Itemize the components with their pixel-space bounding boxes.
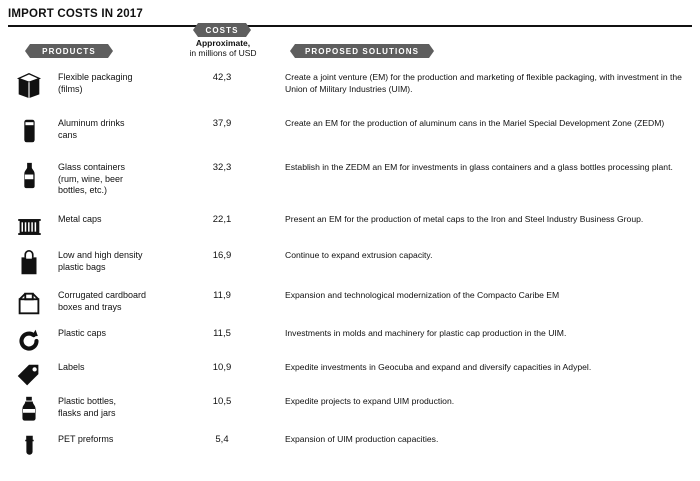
costs-subtitle-line2: in millions of USD <box>189 48 257 58</box>
cardboard-box-icon <box>14 288 44 318</box>
cost-value: 22,1 <box>212 214 232 225</box>
column-header-costs-subtitle <box>168 38 278 58</box>
table-row <box>0 322 700 356</box>
proposed-solution: Expedite projects to expand UIM production. <box>285 396 455 406</box>
table-row <box>0 244 700 284</box>
proposed-solution: Present an EM for the production of metal caps to the Iron and Steel Industry Business Group. <box>285 214 644 224</box>
product-icon-cell <box>0 322 58 356</box>
product-icon-cell <box>0 284 58 318</box>
proposed-solution: Investments in molds and machinery for plastic cap production in the UIM. <box>285 328 567 338</box>
product-name-line: Flexible packaging <box>58 72 133 82</box>
pet-preform-icon <box>14 432 44 462</box>
cost-value: 10,9 <box>212 362 232 373</box>
table-row <box>0 284 700 322</box>
page-title <box>8 4 692 27</box>
cost-value: 37,9 <box>212 118 232 129</box>
table-row <box>0 66 700 112</box>
package-box-icon <box>14 70 44 100</box>
rows-container <box>0 66 700 464</box>
proposed-solution: Continue to expand extrusion capacity. <box>285 250 433 260</box>
plastic-bag-icon <box>14 248 44 278</box>
product-name-line: boxes and trays <box>58 301 122 312</box>
cost-value: 10,5 <box>212 396 232 407</box>
product-name-line: plastic bags <box>58 261 106 272</box>
product-name <box>58 66 170 95</box>
product-name-line: Corrugated cardboard <box>58 290 147 300</box>
product-name-line: Labels <box>58 362 85 372</box>
product-name-line: PET preforms <box>58 434 114 444</box>
plastic-cap-icon <box>14 326 44 356</box>
product-name-line: (films) <box>58 83 83 94</box>
product-name-line: Glass containers <box>58 162 126 172</box>
product-name <box>58 284 170 313</box>
cost-value: 16,9 <box>212 250 232 261</box>
product-name-line: Metal caps <box>58 214 102 224</box>
proposed-solution: Expansion of UIM production capacities. <box>285 434 439 444</box>
column-header-products <box>30 44 108 58</box>
product-icon-cell <box>0 112 58 146</box>
table-row <box>0 156 700 208</box>
product-name <box>58 208 170 226</box>
cost-value: 32,3 <box>212 162 232 173</box>
product-name <box>58 322 170 340</box>
table-row <box>0 428 700 464</box>
proposed-solution: Establish in the ZEDM an EM for investments in glass containers and a glass bottles processing plant. <box>285 162 673 172</box>
product-name-line: Low and high density <box>58 250 143 260</box>
product-icon-cell <box>0 390 58 424</box>
proposed-solution: Create a joint venture (EM) for the production and marketing of flexible packaging, with investment in the Union of Military Industries (UIM). <box>285 72 682 94</box>
column-header-costs <box>198 23 246 37</box>
table-row <box>0 390 700 428</box>
table-row <box>0 208 700 244</box>
product-name <box>58 156 170 197</box>
beverage-can-icon <box>14 116 44 146</box>
product-name-line: Aluminum drinks <box>58 118 125 128</box>
column-header-products-label: PRODUCTS <box>42 46 96 56</box>
cost-value: 11,9 <box>213 290 231 301</box>
product-icon-cell <box>0 244 58 278</box>
costs-subtitle-line1: Approximate, <box>195 38 251 48</box>
column-header-costs-label: COSTS <box>205 25 239 35</box>
table-row <box>0 112 700 156</box>
glass-bottle-icon <box>14 160 44 190</box>
proposed-solution: Expedite investments in Geocuba and expand and diversify capacities in Adypel. <box>285 362 592 372</box>
product-name-line: cans <box>58 129 78 140</box>
product-name <box>58 356 170 374</box>
product-icon-cell <box>0 66 58 100</box>
proposed-solution: Expansion and technological modernization of the Compacto Caribe EM <box>285 290 560 300</box>
product-icon-cell <box>0 356 58 390</box>
plastic-bottle-icon <box>14 394 44 424</box>
product-name <box>58 390 170 419</box>
product-name-line: (rum, wine, beer <box>58 173 124 184</box>
cost-value: 11,5 <box>213 328 231 339</box>
product-icon-cell <box>0 208 58 242</box>
product-name-line: bottles, etc.) <box>58 185 108 195</box>
metal-cap-icon <box>14 212 44 242</box>
label-tag-icon <box>14 360 44 390</box>
cost-value: 42,3 <box>212 72 232 83</box>
product-name <box>58 428 170 446</box>
cost-value: 5,4 <box>215 434 229 445</box>
product-name-line: flasks and jars <box>58 407 116 418</box>
table-row <box>0 356 700 390</box>
page-title-text: IMPORT COSTS IN 2017 <box>8 8 144 20</box>
proposed-solution: Create an EM for the production of aluminum cans in the Mariel Special Development Zone (ZEDM) <box>285 118 665 128</box>
column-header-solutions <box>295 44 429 58</box>
product-icon-cell <box>0 156 58 190</box>
product-name-line: Plastic bottles, <box>58 396 117 406</box>
product-icon-cell <box>0 428 58 462</box>
product-name <box>58 244 170 273</box>
product-name-line: Plastic caps <box>58 328 107 338</box>
column-header-solutions-label: PROPOSED SOLUTIONS <box>304 46 420 56</box>
product-name <box>58 112 170 141</box>
